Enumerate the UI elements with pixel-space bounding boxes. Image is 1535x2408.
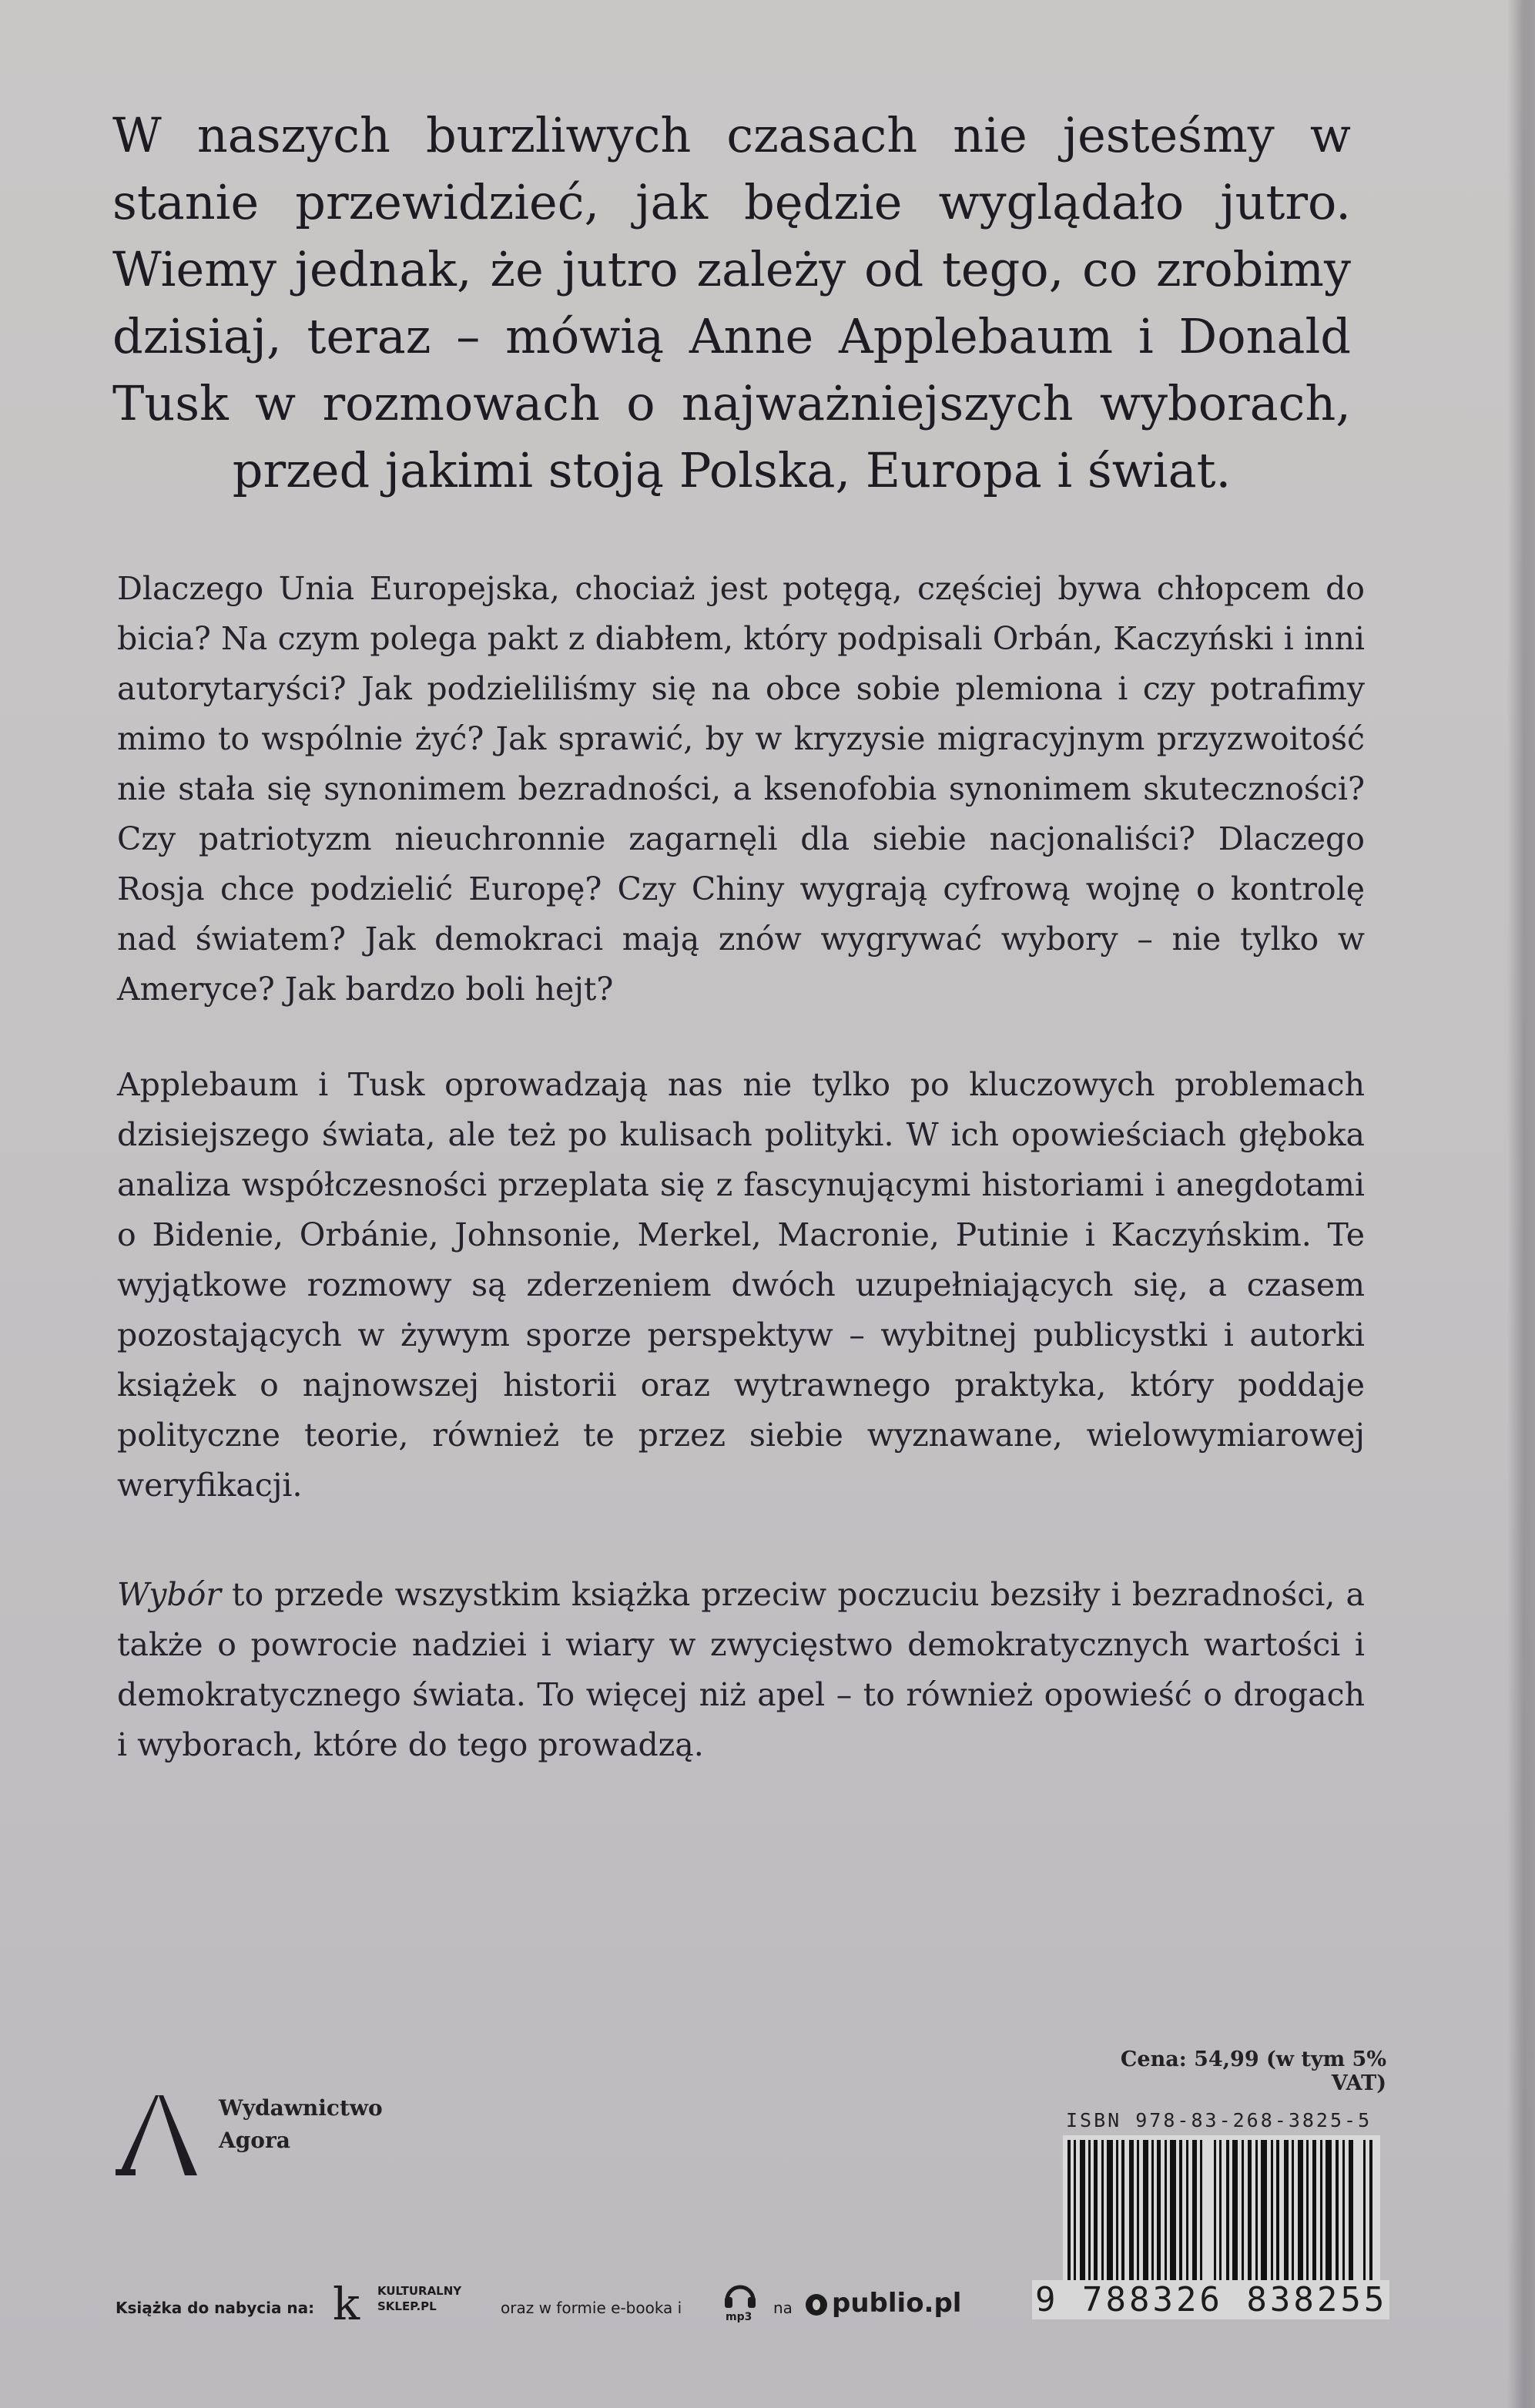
blurb-paragraph-1: Dlaczego Unia Europejska, chociaż jest potęgą, częściej bywa chłopcem do bicia? Na czym polega pakt z diabłem, który podpisali Orbán, Kaczyński i inni autorytaryści? Jak podzieliliśmy się na obce sobie plemiona i czy potrafimy mimo to wspólnie żyć? Jak sprawić, by w kryzysie migracyjnym przyzwoitość nie stała się synonimem bezradności, a ksenofobia synonimem skuteczności? Czy patriotyzm nieuchronnie zagarnęli dla siebie nacjonaliści? Dlaczego Rosja chce podzielić Europę? Czy Chiny wygrają cyfrową wojnę o kontrolę nad światem? Jak demokraci mają znów wygrywać wybory – nie tylko w Ameryce? Jak bardzo boli hejt? — [117, 570, 1365, 1008]
kulturalny-line-2: SKLEP.PL — [377, 2299, 437, 2313]
publio-name: publio.pl — [832, 2288, 962, 2319]
barcode — [1063, 2135, 1380, 2297]
kulturalny-logo-text — [377, 2283, 485, 2314]
retail-label: Książka do nabycia na: — [116, 2299, 315, 2317]
publisher-name-line-2: Agora — [219, 2128, 290, 2153]
publio-logo-icon — [806, 2294, 827, 2316]
price-label: Cena: 54,99 (w tym 5% VAT) — [1120, 2047, 1386, 2095]
publisher-name-line-1: Wydawnictwo — [219, 2095, 383, 2121]
retail-info — [116, 2280, 1040, 2334]
lead-paragraph: W naszych burzliwych czasach nie jesteśmy w stanie przewidzieć, jak będzie wyglądało jutro. Wiemy jednak, że jutro zależy od tego, co zrobimy dzisiaj, teraz – mówią Anne Applebaum i Donald Tusk w rozmowach o najważniejszych wyborach, przed jakimi stoją Polska, Europa i świat. — [112, 107, 1351, 498]
agora-logo-icon — [112, 2095, 205, 2180]
blurb-paragraph-3 — [117, 1570, 1365, 1770]
book-title: Wybór — [117, 1576, 221, 1613]
ebook-label: oraz w formie e-booka i — [501, 2299, 682, 2317]
blurb-paragraph-3-text: to przede wszystkim książka przeciw poczuciu bezsiły i bezradności, a także o powrocie nadziei i wiary w zwycięstwo demokratycznych wartości i demokratycznego świata. To więcej niż apel – to również opowieść o drogach i wyborach, które do tego prowadzą. — [117, 1576, 1365, 1763]
kulturalny-logo-icon: k — [333, 2278, 360, 2330]
mp3-label: mp3 — [726, 2311, 752, 2323]
na-label: na — [773, 2299, 793, 2317]
cover-edge-shadow — [1507, 0, 1535, 2408]
publisher-name — [219, 2092, 383, 2157]
kulturalny-line-1: KULTURALNY — [377, 2284, 462, 2298]
publisher-block — [112, 2080, 436, 2195]
isbn-label: ISBN 978-83-268-3825-5 — [1066, 2109, 1372, 2131]
barcode-digits: 9 788326 838255 — [1032, 2280, 1389, 2319]
blurb-paragraph-2: Applebaum i Tusk oprowadzają nas nie tylko po kluczowych problemach dzisiejszego świata, ale też po kulisach polityki. W ich opowieściach głęboka analiza współczesności przeplata się z fascynującymi historiami i anegdotami o Bidenie, Orbánie, Johnsonie, Merkel, Macronie, Putinie i Kaczyńskim. Te wyjątkowe rozmowy są zderzeniem dwóch uzupełniających się, a czasem pozostających w żywym sporze perspektyw – wybitnej publicystki i autorki książek o najnowszej historii oraz wytrawnego praktyka, który poddaje polityczne teorie, również te przez siebie wyznawane, wielowymiarowej weryfikacji. — [117, 1066, 1365, 1504]
